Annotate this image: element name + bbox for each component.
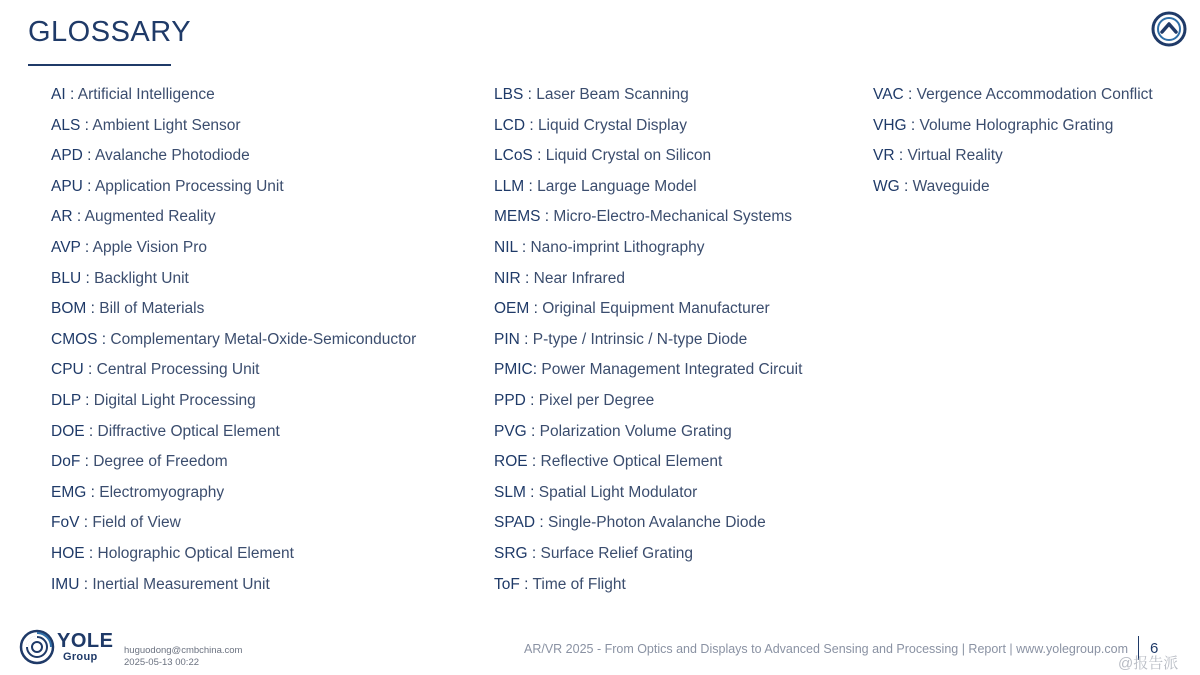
glossary-abbreviation: SRG: [494, 544, 528, 562]
glossary-definition: Nano-imprint Lithography: [530, 238, 705, 256]
watermark: @报告派: [1118, 655, 1179, 672]
glossary-separator: :: [80, 238, 93, 256]
glossary-definition: Field of View: [92, 514, 181, 532]
glossary-definition: Avalanche Photodiode: [94, 147, 250, 165]
glossary-definition: Polarization Volume Grating: [539, 422, 732, 440]
glossary-separator: :: [527, 544, 541, 562]
glossary-abbreviation: PVG: [494, 422, 527, 440]
glossary-entry: [51, 81, 416, 112]
glossary-separator: :: [906, 116, 920, 134]
glossary-column-1: [51, 81, 416, 601]
glossary-abbreviation: APU: [51, 177, 83, 195]
glossary-abbreviation: VHG: [873, 116, 907, 134]
glossary-separator: :: [80, 391, 94, 409]
glossary-definition: Laser Beam Scanning: [536, 86, 689, 103]
glossary-entry: [51, 234, 416, 265]
glossary-definition: Time of Flight: [532, 575, 626, 593]
glossary-definition: Pixel per Degree: [538, 391, 655, 409]
glossary-definition: Inertial Measurement Unit: [92, 575, 270, 593]
glossary-entry: [494, 265, 802, 296]
glossary-entry: [51, 295, 416, 326]
glossary-abbreviation: AR: [51, 208, 73, 226]
glossary-abbreviation: EMG: [51, 483, 87, 501]
glossary-column-2: [494, 81, 802, 601]
glossary-definition: Vergence Accommodation Conflict: [916, 86, 1153, 103]
glossary-definition: Diffractive Optical Element: [97, 422, 280, 440]
glossary-entry: [494, 387, 802, 418]
glossary-abbreviation: ALS: [51, 116, 81, 134]
glossary-abbreviation: SLM: [494, 483, 526, 501]
glossary-separator: :: [540, 208, 554, 226]
logo-name: YOLE: [57, 630, 114, 652]
glossary-entry: [494, 356, 802, 387]
chevron-up-circle-icon[interactable]: [1151, 11, 1187, 47]
glossary-definition: Spatial Light Modulator: [538, 483, 698, 501]
glossary-entry: [51, 112, 416, 143]
glossary-entry: [494, 448, 802, 479]
glossary-abbreviation: ToF: [494, 575, 520, 593]
glossary-separator: :: [525, 116, 538, 134]
glossary-abbreviation: PPD: [494, 391, 526, 409]
logo-subtitle: Group: [63, 651, 98, 663]
glossary-definition: Virtual Reality: [907, 147, 1003, 165]
glossary-abbreviation: BLU: [51, 269, 82, 287]
glossary-abbreviation: PIN: [494, 330, 520, 348]
glossary-definition: Complementary Metal-Oxide-Semiconductor: [110, 330, 417, 348]
glossary-entry: [51, 571, 416, 602]
glossary-definition: Holographic Optical Element: [97, 544, 294, 562]
glossary-definition: Bill of Materials: [99, 300, 205, 318]
glossary-separator: :: [894, 147, 908, 165]
glossary-entry: [51, 203, 416, 234]
glossary-separator: :: [80, 116, 93, 134]
glossary-abbreviation: NIL: [494, 238, 518, 256]
glossary-separator: :: [529, 300, 543, 318]
glossary-abbreviation: MEMS: [494, 208, 541, 226]
glossary-definition: Backlight Unit: [94, 269, 189, 287]
glossary-separator: :: [520, 269, 534, 287]
glossary-definition: Large Language Model: [537, 177, 697, 195]
glossary-abbreviation: OEM: [494, 300, 530, 318]
glossary-definition: Degree of Freedom: [93, 453, 228, 471]
glossary-definition: Waveguide: [912, 177, 990, 195]
glossary-separator: :: [523, 86, 537, 103]
glossary-abbreviation: FoV: [51, 514, 80, 532]
glossary-abbreviation: CMOS: [51, 330, 98, 348]
glossary-definition: Reflective Optical Element: [540, 453, 723, 471]
glossary-definition: Original Equipment Manufacturer: [542, 300, 770, 318]
glossary-definition: Apple Vision Pro: [92, 238, 207, 256]
glossary-separator: :: [519, 575, 533, 593]
glossary-abbreviation: ROE: [494, 453, 528, 471]
glossary-column-3: [873, 81, 1153, 203]
page-number: 6: [1150, 640, 1159, 657]
glossary-definition: Surface Relief Grating: [540, 544, 694, 562]
glossary-separator: :: [83, 361, 97, 379]
glossary-entry: [873, 112, 1153, 143]
glossary-separator: :: [86, 483, 100, 501]
glossary-separator: :: [903, 86, 917, 103]
glossary-entry: [51, 448, 416, 479]
glossary-entry: [873, 173, 1153, 204]
glossary-entry: [51, 509, 416, 540]
glossary-entry: [873, 81, 1153, 112]
glossary-abbreviation: IMU: [51, 575, 80, 593]
page-title: GLOSSARY: [28, 16, 192, 48]
glossary-separator: :: [97, 330, 111, 348]
glossary-definition: Augmented Reality: [84, 208, 216, 226]
glossary-abbreviation: AVP: [51, 238, 81, 256]
glossary-abbreviation: DoF: [51, 453, 81, 471]
glossary-entry: [51, 142, 416, 173]
glossary-entry: [51, 540, 416, 571]
glossary-abbreviation: LBS: [494, 86, 524, 103]
footer-email: huguodong@cmbchina.com: [124, 645, 243, 656]
glossary-entry: [494, 295, 802, 326]
glossary-definition: Central Processing Unit: [96, 361, 260, 379]
glossary-abbreviation: LCD: [494, 116, 526, 134]
glossary-abbreviation: APD: [51, 147, 83, 165]
glossary-abbreviation: HOE: [51, 544, 85, 562]
glossary-separator: :: [517, 238, 531, 256]
glossary-definition: P-type / Intrinsic / N-type Diode: [532, 330, 748, 348]
glossary-separator: :: [86, 300, 100, 318]
glossary-definition: Liquid Crystal on Silicon: [545, 147, 712, 165]
glossary-abbreviation: SPAD: [494, 514, 536, 532]
glossary-entry: [51, 265, 416, 296]
glossary-definition: Volume Holographic Grating: [919, 116, 1114, 134]
glossary-definition: Electromyography: [99, 483, 225, 501]
glossary-definition: Artificial Intelligence: [77, 86, 215, 103]
glossary-separator: :: [532, 147, 546, 165]
glossary-entry: [494, 112, 802, 143]
glossary-abbreviation: WG: [873, 177, 900, 195]
glossary-entry: [51, 387, 416, 418]
footer-date: 2025-05-13 00:22: [124, 657, 200, 668]
glossary-definition: Ambient Light Sensor: [92, 116, 241, 134]
glossary-entry: [51, 326, 416, 357]
glossary-definition: Single-Photon Avalanche Diode: [547, 514, 766, 532]
glossary-definition: Liquid Crystal Display: [537, 116, 687, 134]
glossary-abbreviation: CPU: [51, 361, 84, 379]
glossary-separator: :: [79, 575, 93, 593]
glossary-definition: Power Management Integrated Circuit: [541, 361, 803, 379]
title-underline: [28, 64, 171, 66]
glossary-entry: [494, 142, 802, 173]
glossary-abbreviation: PMIC:: [494, 361, 538, 379]
glossary-separator: :: [80, 453, 94, 471]
glossary-separator: :: [81, 269, 95, 287]
glossary-entry: [494, 509, 802, 540]
glossary-entry: [494, 326, 802, 357]
glossary-entry: [51, 356, 416, 387]
glossary-separator: :: [899, 177, 913, 195]
glossary-separator: :: [84, 544, 98, 562]
footer-caption: AR/VR 2025 - From Optics and Displays to Advanced Sensing and Processing | Report | www.yolegroup.com: [523, 642, 1128, 656]
glossary-separator: :: [519, 330, 533, 348]
glossary-separator: :: [79, 514, 93, 532]
glossary-abbreviation: LLM: [494, 177, 525, 195]
glossary-definition: Digital Light Processing: [93, 391, 256, 409]
glossary-entry: [51, 479, 416, 510]
glossary-separator: :: [84, 422, 98, 440]
glossary-abbreviation: AI: [51, 86, 66, 103]
glossary-definition: Near Infrared: [533, 269, 625, 287]
glossary-abbreviation: NIR: [494, 269, 521, 287]
glossary-separator: :: [82, 147, 95, 165]
glossary-abbreviation: DLP: [51, 391, 81, 409]
glossary-entry: [494, 418, 802, 449]
glossary-abbreviation: LCoS: [494, 147, 533, 165]
glossary-separator: :: [535, 514, 548, 532]
glossary-entry: [494, 173, 802, 204]
glossary-entry: [494, 234, 802, 265]
glossary-entry: [873, 142, 1153, 173]
glossary-separator: :: [524, 177, 538, 195]
glossary-entry: [494, 81, 802, 112]
yole-logo-icon: [18, 628, 58, 666]
glossary-definition: Micro-Electro-Mechanical Systems: [553, 208, 793, 226]
glossary-separator: :: [82, 177, 95, 195]
glossary-entry: [494, 540, 802, 571]
glossary-separator: :: [65, 86, 78, 103]
glossary-separator: :: [72, 208, 85, 226]
glossary-separator: :: [525, 391, 539, 409]
glossary-entry: [494, 571, 802, 602]
glossary-definition: Application Processing Unit: [94, 177, 284, 195]
glossary-separator: :: [527, 453, 541, 471]
glossary-entry: [494, 479, 802, 510]
glossary-entry: [494, 203, 802, 234]
glossary-abbreviation: BOM: [51, 300, 87, 318]
glossary-entry: [51, 418, 416, 449]
glossary-abbreviation: DOE: [51, 422, 85, 440]
glossary-separator: :: [526, 422, 540, 440]
glossary-entry: [51, 173, 416, 204]
glossary-abbreviation: VR: [873, 147, 895, 165]
glossary-abbreviation: VAC: [873, 86, 904, 103]
glossary-separator: :: [525, 483, 539, 501]
